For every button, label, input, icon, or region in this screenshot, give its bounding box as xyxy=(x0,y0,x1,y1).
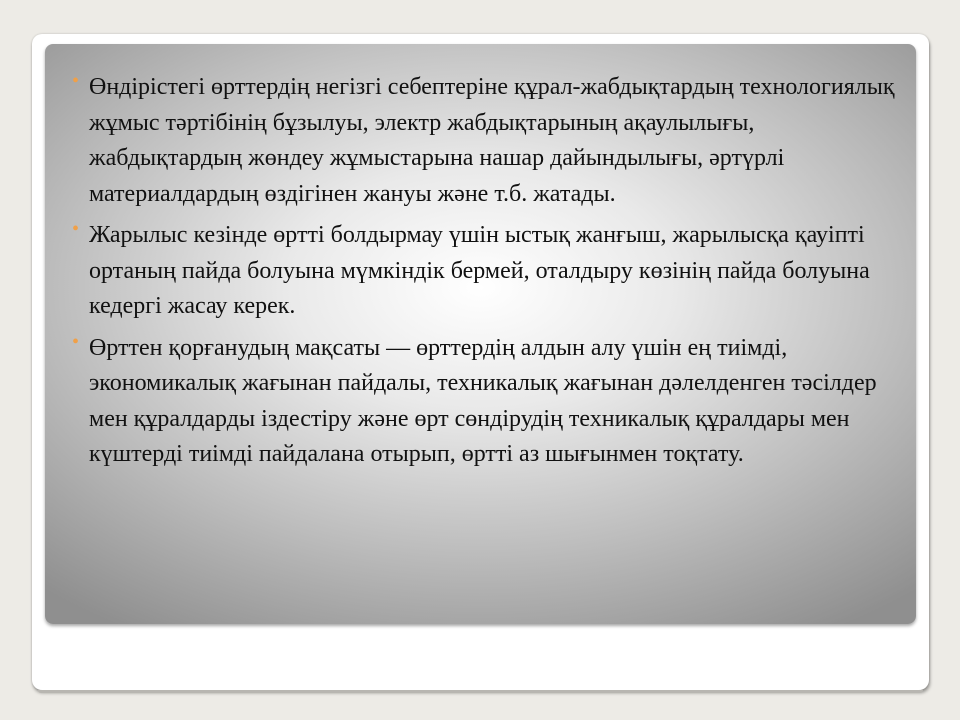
bullet-text: Өндірістегі өрттердің негізгі себептеріне құрал-жабдықтардың технологиялық жұмыс тәртібінің бұзылуы, электр жабдықтарының ақаулылығы, жабдықтардың жөндеу жұмыстарына нашар дайындылығы, әртүрлі материалдардың өздігінен жануы және т.б. жатады. xyxy=(89,74,895,207)
round-bullet-icon xyxy=(72,218,79,256)
round-bullet-icon xyxy=(72,331,79,369)
bullet-item-causes xyxy=(70,70,900,212)
bullet-text: Жарылыс кезінде өртті болдырмау үшін ыстық жанғыш, жарылысқа қауіпті ортаның пайда болуына мүмкіндік бермей, оталдыру көзінің пайда болуына кедергі жасау керек. xyxy=(89,222,870,319)
round-bullet-icon xyxy=(72,70,79,108)
bullet-item-fire-protection xyxy=(70,331,900,473)
bullet-item-explosion xyxy=(70,218,900,325)
bullet-list xyxy=(70,70,900,479)
bullet-text: Өрттен қорғанудың мақсаты — өрттердің алдын алу үшін ең тиімді, экономикалық жағынан пайдалы, техникалық жағынан дәлелденген тәсілдер мен құралдарды іздестіру және өрт сөндірудің техникалық құралдары мен күштерді тиімді пайдалана отырып, өртті аз шығынмен тоқтату. xyxy=(89,334,877,467)
